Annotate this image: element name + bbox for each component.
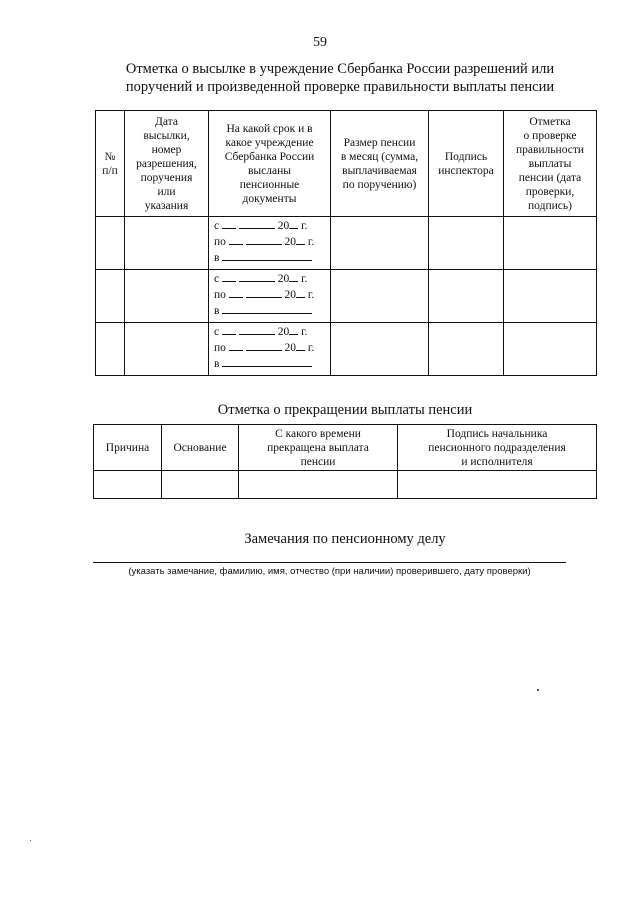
header-line: в месяц (сумма, [340, 150, 419, 163]
cell-pension-amount[interactable] [331, 270, 429, 323]
period-in-line [214, 303, 330, 319]
period-from-label: с [214, 220, 220, 232]
header-line: выплачиваемая [342, 164, 417, 177]
header-line: пенсии (дата [518, 171, 582, 184]
year-suffix: г. [301, 326, 308, 338]
cell-dispatch-date[interactable] [125, 323, 209, 376]
section-title-dispatch [90, 60, 590, 96]
period-to-line [214, 234, 330, 250]
scan-speck [30, 840, 31, 841]
header-line: Дата [155, 115, 178, 128]
period-in-label: в [214, 305, 220, 317]
year-prefix: 20 [277, 273, 290, 285]
period-from-label: с [214, 273, 220, 285]
termination-header-row [94, 425, 597, 471]
header-period [209, 111, 331, 217]
dispatch-table [95, 110, 597, 376]
cell-dispatch-date[interactable] [125, 270, 209, 323]
cell-number[interactable] [96, 270, 125, 323]
period-from-label: с [214, 326, 220, 338]
month-blank[interactable] [239, 218, 275, 229]
scan-speck [537, 689, 539, 691]
cell-inspector-signature[interactable] [429, 323, 504, 376]
section-title-remarks: Замечания по пенсионному делу [244, 531, 446, 547]
header-line: номер [151, 143, 182, 156]
page-number: 59 [313, 35, 327, 50]
header-line: пенсионные [239, 178, 300, 191]
remarks-line[interactable] [93, 562, 566, 563]
table-row [96, 270, 597, 323]
header-line: Сбербанка России [224, 150, 315, 163]
year-prefix: 20 [284, 236, 297, 248]
cell-pension-amount[interactable] [331, 323, 429, 376]
period-to-line [214, 340, 330, 356]
cell-number[interactable] [96, 323, 125, 376]
month-blank[interactable] [239, 324, 275, 335]
cell-number[interactable] [96, 217, 125, 270]
header-line: о проверке [523, 129, 577, 142]
cell-pension-amount[interactable] [331, 217, 429, 270]
period-to-line [214, 287, 330, 303]
day-blank[interactable] [229, 340, 243, 351]
header-line: документы [242, 192, 297, 205]
dispatch-header-row [96, 111, 597, 217]
header-line: правильности [515, 143, 585, 156]
header-line: прекращена выплата [267, 441, 369, 454]
year-suffix: г. [307, 342, 315, 354]
section-title-termination: Отметка о прекращении выплаты пенсии [217, 402, 473, 418]
header-basis: Основание [162, 425, 239, 471]
period-from-line [214, 271, 330, 287]
header-line: пенсионного подразделения [428, 441, 566, 454]
cell-inspector-signature[interactable] [429, 217, 504, 270]
cell-basis[interactable] [162, 471, 239, 499]
header-number [96, 111, 125, 217]
table-row [96, 323, 597, 376]
year-suffix: г. [307, 236, 315, 248]
year-prefix: 20 [277, 220, 290, 232]
header-line: подпись) [528, 199, 572, 212]
header-reason: Причина [94, 425, 162, 471]
header-line: На какой срок и в [226, 122, 313, 135]
year-blank[interactable] [289, 271, 298, 282]
cell-reason[interactable] [94, 471, 162, 499]
year-blank[interactable] [296, 287, 305, 298]
institution-blank[interactable] [222, 250, 312, 261]
header-line: и исполнителя [461, 455, 533, 468]
day-blank[interactable] [229, 287, 243, 298]
header-line: какое учреждение [225, 136, 314, 149]
header-line: инспектора [438, 164, 494, 177]
cell-period[interactable] [209, 323, 331, 376]
cell-check-mark[interactable] [504, 323, 597, 376]
period-fields [209, 270, 330, 319]
header-line: С какого времени [275, 427, 361, 440]
header-line: по поручению) [342, 178, 417, 191]
header-line: разрешения, [136, 157, 197, 170]
header-line: поручения [140, 171, 193, 184]
termination-table [93, 424, 597, 499]
header-since-when [239, 425, 398, 471]
month-blank[interactable] [246, 340, 282, 351]
header-line: проверки, [525, 185, 575, 198]
month-blank[interactable] [239, 271, 275, 282]
header-inspector-signature [429, 111, 504, 217]
period-in-label: в [214, 358, 220, 370]
period-to-label: по [214, 236, 226, 248]
year-blank[interactable] [296, 234, 305, 245]
year-blank[interactable] [289, 324, 298, 335]
cell-dispatch-date[interactable] [125, 217, 209, 270]
cell-check-mark[interactable] [504, 270, 597, 323]
header-line: высланы [248, 164, 291, 177]
header-pension-amount [331, 111, 429, 217]
period-in-line [214, 356, 330, 372]
year-prefix: 20 [284, 342, 297, 354]
header-line: п/п [102, 164, 118, 177]
header-line: Отметка [529, 115, 571, 128]
period-in-line [214, 250, 330, 266]
year-suffix: г. [307, 289, 315, 301]
month-blank[interactable] [246, 234, 282, 245]
header-line: выплаты [528, 157, 572, 170]
year-suffix: г. [301, 273, 308, 285]
cell-since-when[interactable] [239, 471, 398, 499]
institution-blank[interactable] [222, 303, 312, 314]
header-check-mark [504, 111, 597, 217]
section-title-line-2: поручений и произведенной проверке правильности выплаты пенсии [125, 79, 555, 95]
period-fields [209, 217, 330, 266]
header-head-signature [398, 425, 597, 471]
header-dispatch-date [125, 111, 209, 217]
period-in-label: в [214, 252, 220, 264]
header-line: пенсии [300, 455, 336, 468]
institution-blank[interactable] [222, 356, 312, 367]
cell-head-signature[interactable] [398, 471, 597, 499]
header-line: Подпись [444, 150, 488, 163]
header-line: № [104, 150, 116, 163]
period-to-label: по [214, 342, 226, 354]
year-blank[interactable] [289, 218, 298, 229]
header-line: Подпись начальника [446, 427, 548, 440]
day-blank[interactable] [229, 234, 243, 245]
month-blank[interactable] [246, 287, 282, 298]
period-from-line [214, 324, 330, 340]
day-blank[interactable] [222, 218, 236, 229]
cell-period[interactable] [209, 270, 331, 323]
period-fields [209, 323, 330, 372]
header-line: высылки, [143, 129, 190, 142]
table-row [94, 471, 597, 499]
section-title-line-1: Отметка о высылке в учреждение Сбербанка России разрешений или [125, 61, 555, 77]
day-blank[interactable] [222, 271, 236, 282]
cell-check-mark[interactable] [504, 217, 597, 270]
header-line: Размер пенсии [343, 136, 416, 149]
year-prefix: 20 [277, 326, 290, 338]
year-prefix: 20 [284, 289, 297, 301]
period-from-line [214, 218, 330, 234]
year-suffix: г. [301, 220, 308, 232]
remarks-hint: (указать замечание, фамилию, имя, отчество (при наличии) проверившего, дату проверки) [128, 566, 531, 577]
header-line: указания [144, 199, 189, 212]
table-row [96, 217, 597, 270]
day-blank[interactable] [222, 324, 236, 335]
period-to-label: по [214, 289, 226, 301]
header-line: или [157, 185, 176, 198]
cell-inspector-signature[interactable] [429, 270, 504, 323]
year-blank[interactable] [296, 340, 305, 351]
cell-period[interactable] [209, 217, 331, 270]
